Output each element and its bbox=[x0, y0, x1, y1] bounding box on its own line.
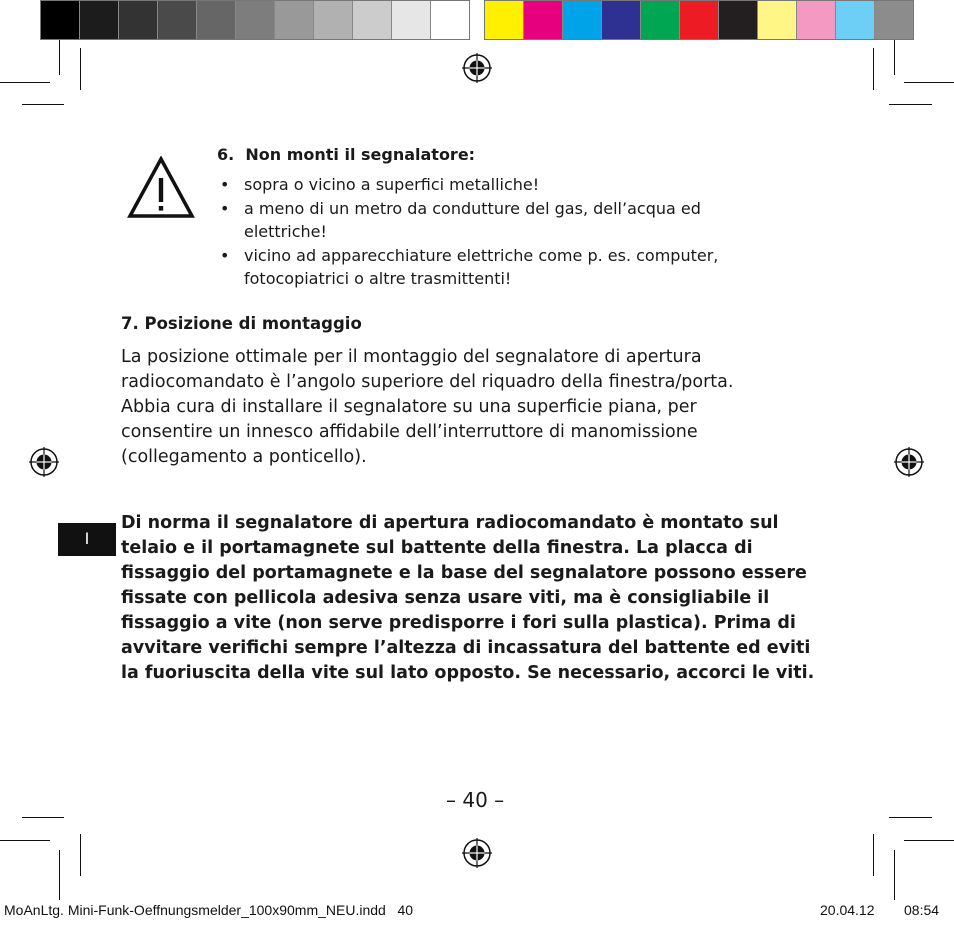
list-item bbox=[217, 244, 797, 291]
color-swatch bbox=[353, 1, 392, 39]
crop-mark bbox=[873, 48, 874, 90]
crop-mark bbox=[59, 850, 60, 900]
paragraph-line: fissaggio del portamagnete e la base del segnalatore possono essere bbox=[121, 563, 807, 583]
footer-date: 20.04.12 bbox=[820, 902, 875, 918]
color-swatch bbox=[524, 1, 563, 39]
paragraph-line: la fuoriuscita della vite sul lato opposto. Se necessario, accorci le viti. bbox=[121, 663, 815, 683]
crop-mark bbox=[22, 817, 64, 818]
color-swatch bbox=[119, 1, 158, 39]
crop-mark bbox=[904, 840, 954, 841]
crop-mark bbox=[889, 104, 932, 105]
color-swatch bbox=[431, 1, 469, 39]
color-swatch bbox=[836, 1, 875, 39]
color-swatch bbox=[758, 1, 797, 39]
paragraph-line: La posizione ottimale per il montaggio del segnalatore di apertura bbox=[121, 347, 702, 367]
color-swatch bbox=[392, 1, 431, 39]
crop-mark bbox=[0, 840, 50, 841]
footer-filename: MoAnLtg. Mini-Funk-Oeffnungsmelder_100x90mm_NEU.indd 40 bbox=[4, 902, 414, 918]
color-swatch bbox=[80, 1, 119, 39]
bullet-glyph: • bbox=[220, 175, 230, 194]
paragraph-line: avvitare verifichi sempre l’altezza di incassatura del battente ed eviti bbox=[121, 638, 811, 658]
color-swatch bbox=[314, 1, 353, 39]
list-item bbox=[217, 197, 797, 244]
color-swatch bbox=[680, 1, 719, 39]
color-swatch bbox=[875, 1, 913, 39]
list-item-line: sopra o vicino a superfici metalliche! bbox=[244, 175, 540, 194]
color-swatch bbox=[641, 1, 680, 39]
crop-mark bbox=[22, 104, 64, 105]
crop-mark bbox=[80, 834, 81, 876]
process-color-bar bbox=[484, 0, 914, 40]
paragraph-line: (collegamento a ponticello). bbox=[121, 447, 367, 467]
crop-mark bbox=[0, 82, 50, 83]
paragraph-line: Abbia cura di installare il segnalatore su una superficie piana, per bbox=[121, 397, 697, 417]
crop-mark bbox=[59, 40, 60, 75]
registration-mark-icon bbox=[894, 447, 924, 477]
color-swatch bbox=[197, 1, 236, 39]
paragraph-line: consentire un innesco affidabile dell’interruttore di manomissione bbox=[121, 422, 698, 442]
list-item-line: elettriche! bbox=[244, 222, 327, 241]
list-item-line: fotocopiatrici o altre trasmittenti! bbox=[244, 269, 512, 288]
color-swatch bbox=[563, 1, 602, 39]
list-item-line: vicino ad apparecchiature elettriche come p. es. computer, bbox=[244, 245, 719, 265]
paragraph-line: fissaggio a vite (non serve predisporre i fori sulla plastica). Prima di bbox=[121, 613, 796, 633]
list-item-line: a meno di un metro da condutture del gas, dell’acqua ed bbox=[244, 198, 701, 218]
paragraph-line: Di norma il segnalatore di apertura radiocomandato è montato sul bbox=[121, 513, 779, 533]
color-swatch bbox=[719, 1, 758, 39]
section-paragraph bbox=[121, 345, 841, 470]
warning-heading: 6. Non monti il segnalatore: bbox=[217, 145, 476, 164]
paragraph-line: fissate con pellicola adesiva senza usare viti, ma è consigliabile il bbox=[121, 588, 770, 608]
crop-mark bbox=[894, 850, 895, 900]
crop-mark bbox=[889, 817, 932, 818]
color-swatch bbox=[485, 1, 524, 39]
crop-mark bbox=[873, 834, 874, 876]
page-number: – 40 – bbox=[446, 788, 505, 812]
color-swatch bbox=[797, 1, 836, 39]
color-swatch bbox=[236, 1, 275, 39]
paragraph-line: radiocomandato è l’angolo superiore del riquadro della finestra/porta. bbox=[121, 372, 734, 392]
warning-list bbox=[217, 173, 797, 291]
color-swatch bbox=[602, 1, 641, 39]
grayscale-color-bar bbox=[40, 0, 470, 40]
language-tab: I bbox=[58, 523, 116, 556]
warning-block bbox=[217, 145, 797, 291]
registration-mark-icon bbox=[462, 53, 492, 83]
bold-paragraph bbox=[121, 511, 841, 686]
warning-triangle-icon bbox=[127, 156, 195, 220]
color-swatch bbox=[41, 1, 80, 39]
color-swatch bbox=[158, 1, 197, 39]
color-swatch bbox=[275, 1, 314, 39]
bullet-glyph: • bbox=[220, 245, 230, 265]
footer-time: 08:54 bbox=[904, 902, 940, 918]
list-item bbox=[217, 173, 797, 197]
paragraph-line: telaio e il portamagnete sul battente della finestra. La placca di bbox=[121, 538, 753, 558]
crop-mark bbox=[904, 82, 954, 83]
crop-mark bbox=[894, 40, 895, 75]
bullet-glyph: • bbox=[220, 198, 230, 218]
section-heading: 7. Posizione di montaggio bbox=[121, 314, 362, 333]
registration-mark-icon bbox=[462, 838, 492, 868]
crop-mark bbox=[80, 48, 81, 90]
registration-mark-icon bbox=[29, 447, 59, 477]
